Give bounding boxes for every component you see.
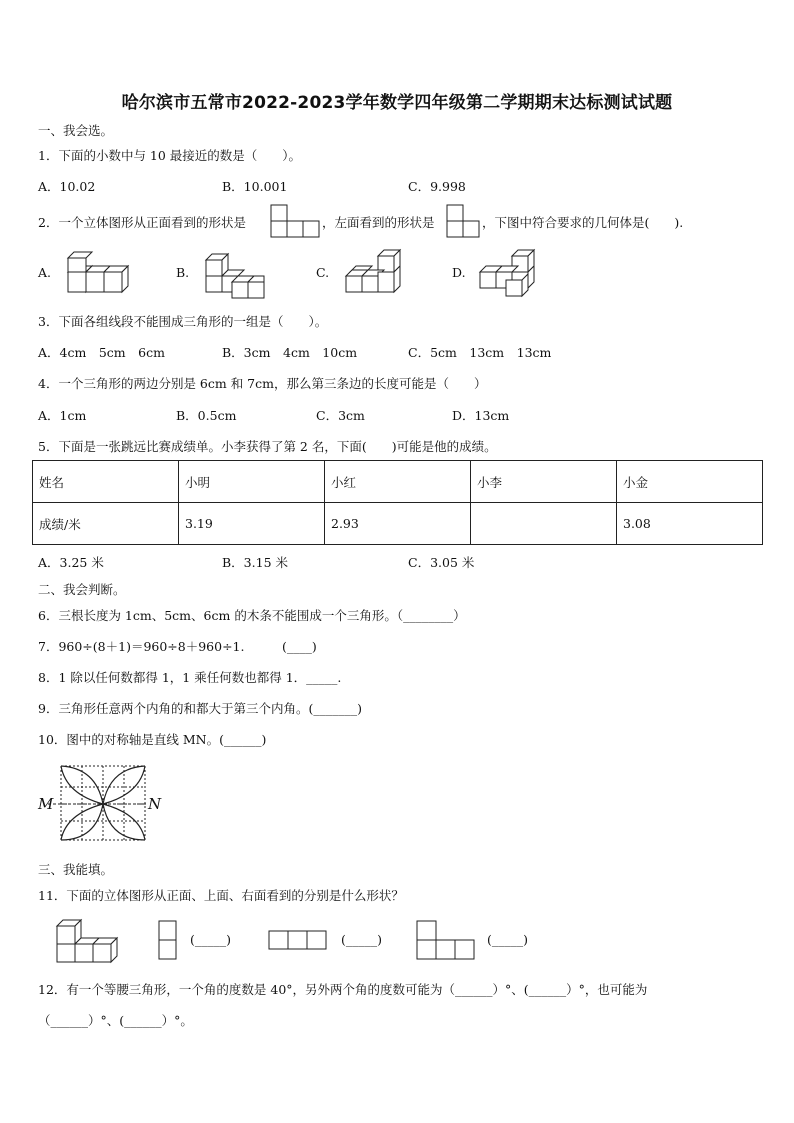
symmetry-grid-figure bbox=[36, 764, 166, 844]
q3-option-b: B．3cm 4cm 10cm bbox=[222, 345, 358, 360]
q4-option-a: A．1cm bbox=[38, 408, 87, 423]
question-2-part-3: ，下图中符合要求的几何体是( ). bbox=[482, 215, 684, 230]
q2-solid-a-figure bbox=[66, 250, 132, 295]
table-row bbox=[33, 503, 763, 545]
cube-stack bbox=[68, 252, 128, 292]
question-12-line-1: 12．有一个等腰三角形，一个角的度数是 40°，另外两个角的度数可能为（______）°、(______）°，也可能为 bbox=[38, 982, 648, 997]
question-11: 11．下面的立体图形从正面、上面、右面看到的分别是什么形状？ bbox=[38, 888, 404, 903]
q2-solid-b-figure bbox=[204, 250, 266, 300]
q11-blank-3[interactable]: (_____) bbox=[487, 932, 529, 947]
q1-option-b: B．10.001 bbox=[222, 179, 288, 194]
table-cell: 小金 bbox=[617, 461, 763, 503]
table-cell: 小明 bbox=[179, 461, 325, 503]
left-view-figure bbox=[446, 204, 480, 237]
table-cell: 3.19 bbox=[179, 503, 325, 545]
question-9: 9．三角形任意两个内角的和都大于第三个内角。(_______) bbox=[38, 701, 362, 716]
question-2-part-1: 2．一个立体图形从正面看到的形状是 bbox=[38, 215, 246, 230]
question-4: 4．一个三角形的两边分别是 6cm 和 7cm，那么第三条边的长度可能是（ ） bbox=[38, 376, 487, 391]
q2-option-b: B. bbox=[176, 265, 190, 280]
q4-option-d: D．13cm bbox=[452, 408, 510, 423]
question-2-part-2: ，左面看到的形状是 bbox=[322, 215, 435, 230]
page-title: 哈尔滨市五常市2022-2023学年数学四年级第二学期期末达标测试试题 bbox=[121, 93, 673, 113]
q1-option-a: A．10.02 bbox=[38, 179, 96, 194]
question-6: 6．三根长度为 1cm、5cm、6cm 的木条不能围成一个三角形。（________） bbox=[38, 608, 466, 623]
table-cell: 小红 bbox=[325, 461, 471, 503]
table-cell: 成绩/米 bbox=[33, 503, 179, 545]
q11-blank-2[interactable]: (_____) bbox=[341, 932, 383, 947]
q11-view-3-figure bbox=[416, 920, 476, 960]
table-cell: 2.93 bbox=[325, 503, 471, 545]
table-cell: 姓名 bbox=[33, 461, 179, 503]
table-cell bbox=[471, 503, 617, 545]
q1-option-c: C．9.998 bbox=[408, 179, 466, 194]
q3-option-c: C．5cm 13cm 13cm bbox=[408, 345, 552, 360]
question-8: 8．1 除以任何数都得 1，1 乘任何数也都得 1．_____. bbox=[38, 670, 342, 685]
q2-solid-d-figure bbox=[478, 250, 540, 298]
q4-option-b: B．0.5cm bbox=[176, 408, 237, 423]
q2-option-a: A. bbox=[38, 265, 52, 280]
q11-blank-1[interactable]: (_____) bbox=[190, 932, 232, 947]
q5-option-c: C．3.05 米 bbox=[408, 555, 475, 570]
section-heading-fill: 三、我能填。 bbox=[38, 862, 114, 877]
q3-option-a: A．4cm 5cm 6cm bbox=[38, 345, 165, 360]
question-12-line-2: （______）°、(______）°。 bbox=[38, 1013, 193, 1028]
q5-option-a: A．3.25 米 bbox=[38, 555, 104, 570]
q2-option-d: D. bbox=[452, 265, 466, 280]
score-table bbox=[32, 460, 763, 545]
point-n-label: N bbox=[148, 795, 162, 813]
q11-solid-figure bbox=[55, 918, 123, 966]
section-heading-judge: 二、我会判断。 bbox=[38, 582, 126, 597]
q11-view-1-figure bbox=[158, 920, 178, 960]
question-5: 5．下面是一张跳远比赛成绩单。小李获得了第 2 名，下面( )可能是他的成绩。 bbox=[38, 439, 497, 454]
question-1: 1．下面的小数中与 10 最接近的数是（ ）。 bbox=[38, 148, 302, 163]
table-row bbox=[33, 461, 763, 503]
q2-option-c: C. bbox=[316, 265, 330, 280]
front-view-figure bbox=[270, 204, 320, 237]
question-10: 10．图中的对称轴是直线 MN。(______) bbox=[38, 732, 267, 747]
q11-view-2-figure bbox=[268, 930, 328, 950]
table-cell: 小李 bbox=[471, 461, 617, 503]
q2-solid-c-figure bbox=[342, 250, 404, 296]
section-heading-choice: 一、我会选。 bbox=[38, 123, 114, 138]
q5-option-b: B．3.15 米 bbox=[222, 555, 288, 570]
question-7: 7．960÷(8＋1)＝960÷8＋960÷1. (____) bbox=[38, 639, 317, 654]
question-3: 3．下面各组线段不能围成三角形的一组是（ ）。 bbox=[38, 314, 328, 329]
q4-option-c: C．3cm bbox=[316, 408, 365, 423]
point-m-label: M bbox=[38, 795, 54, 813]
table-cell: 3.08 bbox=[617, 503, 763, 545]
